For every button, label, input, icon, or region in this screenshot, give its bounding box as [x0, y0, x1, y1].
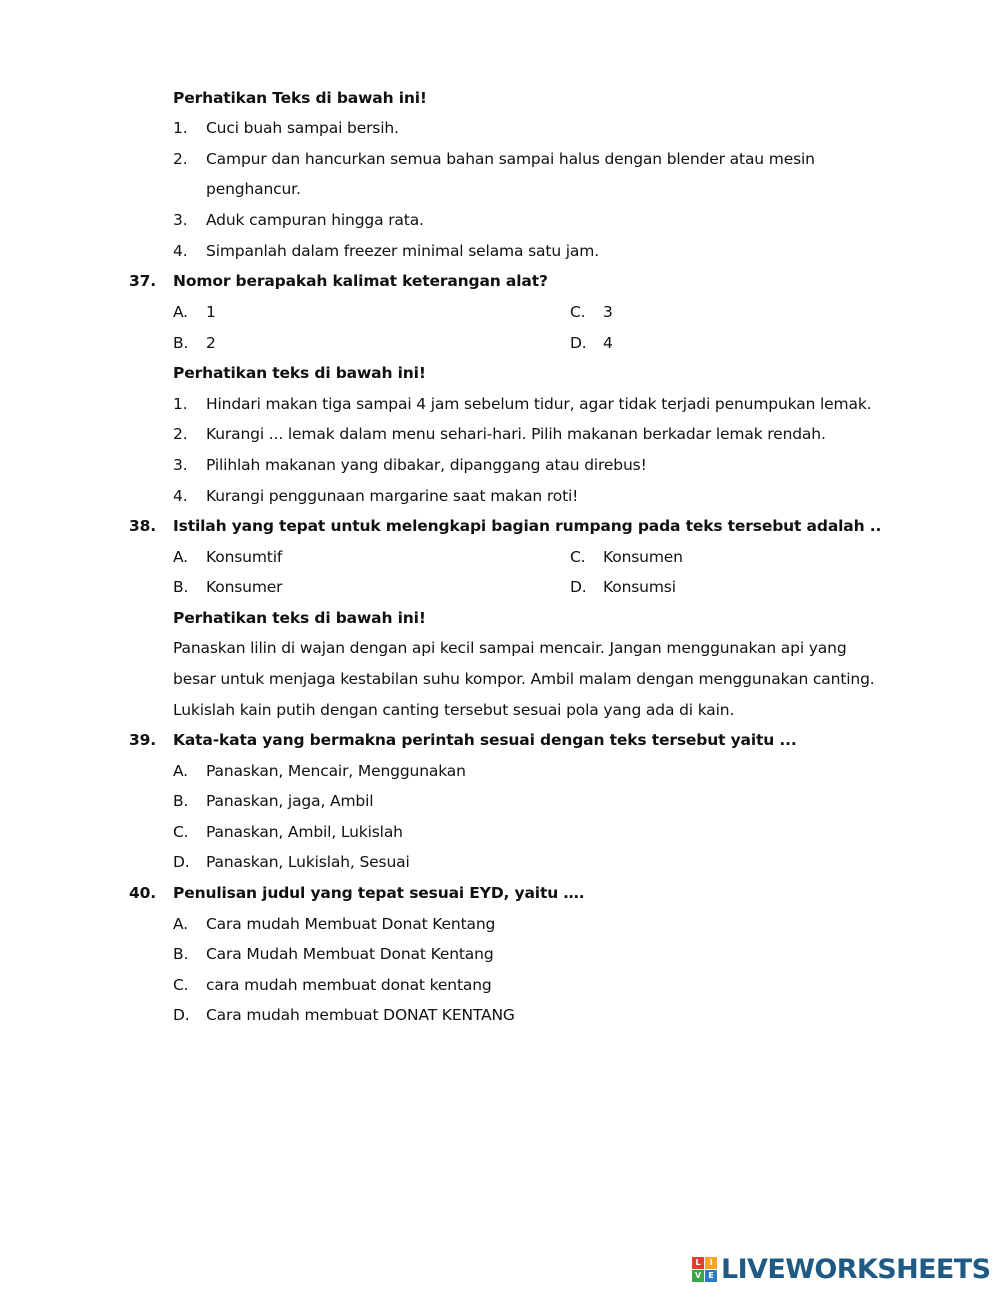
- logo-mark-letter: I: [705, 1257, 717, 1269]
- q38-step-text: Hindari makan tiga sampai 4 jam sebelum tidur, agar tidak terjadi penumpukan lemak.: [206, 395, 872, 413]
- q38-step-number: 3.: [173, 456, 188, 474]
- q40-option-a-key[interactable]: A.: [173, 915, 188, 933]
- q39-paragraph-line: besar untuk menjaga kestabilan suhu kompor. Ambil malam dengan menggunakan canting.: [173, 670, 875, 688]
- q38-option-a-text[interactable]: Konsumtif: [206, 548, 283, 566]
- q37-step-text-continued: penghancur.: [206, 180, 301, 198]
- q38-step-text: Pilihlah makanan yang dibakar, dipanggang atau direbus!: [206, 456, 647, 474]
- q38-step-number: 4.: [173, 487, 188, 505]
- q39-option-b-key[interactable]: B.: [173, 792, 189, 810]
- q40-option-a-text[interactable]: Cara mudah Membuat Donat Kentang: [206, 915, 496, 933]
- q37-option-c-text[interactable]: 3: [603, 303, 613, 321]
- q40-option-d-text[interactable]: Cara mudah membuat DONAT KENTANG: [206, 1006, 515, 1024]
- q37-option-d-key[interactable]: D.: [570, 334, 587, 352]
- q39-option-a-key[interactable]: A.: [173, 762, 188, 780]
- question-text-40: Penulisan judul yang tepat sesuai EYD, yaitu ….: [173, 884, 585, 902]
- logo-mark-letter: V: [692, 1270, 704, 1282]
- question-text-37: Nomor berapakah kalimat keterangan alat?: [173, 272, 548, 290]
- q39-paragraph-line: Lukislah kain putih dengan canting tersebut sesuai pola yang ada di kain.: [173, 701, 735, 719]
- q37-step-text: Aduk campuran hingga rata.: [206, 211, 424, 229]
- q37-step-number: 4.: [173, 242, 188, 260]
- q38-intro: Perhatikan teks di bawah ini!: [173, 364, 426, 382]
- q40-option-c-key[interactable]: C.: [173, 976, 189, 994]
- q40-option-c-text[interactable]: cara mudah membuat donat kentang: [206, 976, 492, 994]
- q38-step-text: Kurangi penggunaan margarine saat makan roti!: [206, 487, 579, 505]
- q38-step-text: Kurangi ... lemak dalam menu sehari-hari. Pilih makanan berkadar lemak rendah.: [206, 425, 826, 443]
- logo-mark-letter: L: [692, 1257, 704, 1269]
- question-number-38: 38.: [129, 517, 157, 535]
- q40-option-b-key[interactable]: B.: [173, 945, 189, 963]
- question-text-38: Istilah yang tepat untuk melengkapi bagian rumpang pada teks tersebut adalah ..: [173, 517, 882, 535]
- q37-option-d-text[interactable]: 4: [603, 334, 613, 352]
- q38-step-number: 2.: [173, 425, 188, 443]
- logo-mark-letter: E: [705, 1270, 717, 1282]
- q37-option-a-key[interactable]: A.: [173, 303, 188, 321]
- q39-option-a-text[interactable]: Panaskan, Mencair, Menggunakan: [206, 762, 466, 780]
- q37-step-text: Simpanlah dalam freezer minimal selama satu jam.: [206, 242, 599, 260]
- q39-paragraph-line: Panaskan lilin di wajan dengan api kecil sampai mencair. Jangan menggunakan api yang: [173, 639, 847, 657]
- question-number-39: 39.: [129, 731, 157, 749]
- q37-step-number: 3.: [173, 211, 188, 229]
- logo-mark-icon: [692, 1257, 717, 1282]
- q37-option-a-text[interactable]: 1: [206, 303, 216, 321]
- q38-option-d-text[interactable]: Konsumsi: [603, 578, 676, 596]
- q39-option-d-text[interactable]: Panaskan, Lukislah, Sesuai: [206, 853, 410, 871]
- q37-option-b-key[interactable]: B.: [173, 334, 189, 352]
- q39-option-d-key[interactable]: D.: [173, 853, 190, 871]
- q37-step-text: Cuci buah sampai bersih.: [206, 119, 399, 137]
- q37-option-c-key[interactable]: C.: [570, 303, 586, 321]
- q38-option-b-text[interactable]: Konsumer: [206, 578, 283, 596]
- q39-option-b-text[interactable]: Panaskan, jaga, Ambil: [206, 792, 374, 810]
- liveworksheets-logo[interactable]: [692, 1254, 990, 1284]
- q38-option-d-key[interactable]: D.: [570, 578, 587, 596]
- q38-option-a-key[interactable]: A.: [173, 548, 188, 566]
- question-number-37: 37.: [129, 272, 157, 290]
- q39-option-c-key[interactable]: C.: [173, 823, 189, 841]
- q40-option-b-text[interactable]: Cara Mudah Membuat Donat Kentang: [206, 945, 494, 963]
- q38-option-b-key[interactable]: B.: [173, 578, 189, 596]
- q38-option-c-key[interactable]: C.: [570, 548, 586, 566]
- question-text-39: Kata-kata yang bermakna perintah sesuai dengan teks tersebut yaitu ...: [173, 731, 797, 749]
- q38-option-c-text[interactable]: Konsumen: [603, 548, 683, 566]
- q37-step-number: 2.: [173, 150, 188, 168]
- q37-step-number: 1.: [173, 119, 188, 137]
- q39-option-c-text[interactable]: Panaskan, Ambil, Lukislah: [206, 823, 403, 841]
- q39-intro: Perhatikan teks di bawah ini!: [173, 609, 426, 627]
- question-number-40: 40.: [129, 884, 157, 902]
- q37-intro: Perhatikan Teks di bawah ini!: [173, 89, 427, 107]
- q40-option-d-key[interactable]: D.: [173, 1006, 190, 1024]
- logo-text: LIVEWORKSHEETS: [721, 1253, 991, 1285]
- q37-option-b-text[interactable]: 2: [206, 334, 216, 352]
- q38-step-number: 1.: [173, 395, 188, 413]
- q37-step-text: Campur dan hancurkan semua bahan sampai halus dengan blender atau mesin: [206, 150, 815, 168]
